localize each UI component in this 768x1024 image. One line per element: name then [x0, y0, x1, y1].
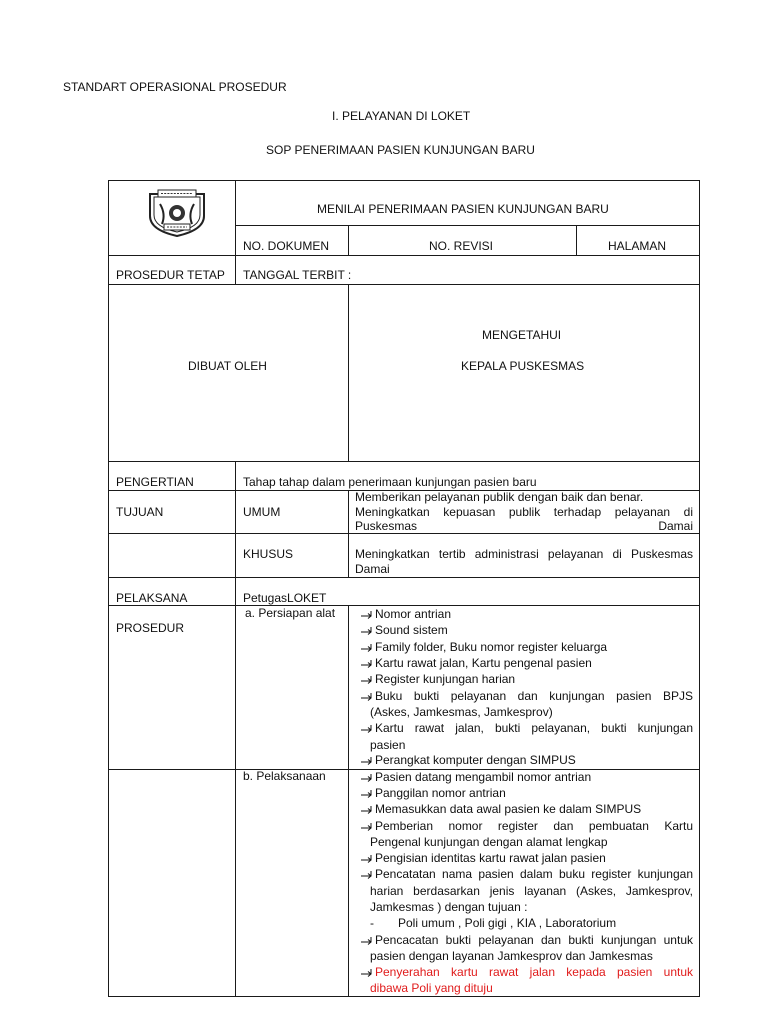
halaman-label: HALAMAN — [608, 239, 667, 253]
persiapan-alat-label: a. Persiapan alat — [245, 606, 336, 620]
list-item: Panggilan nomor antrian — [360, 785, 693, 801]
tujuan-label: TUJUAN — [116, 505, 164, 519]
arrow-bullet-icon — [360, 606, 376, 620]
arrow-bullet-icon — [360, 801, 376, 815]
list-item: Nomor antrian — [360, 606, 693, 622]
list-item: Buku bukti pelayanan dan kunjungan pasien BPJS — [360, 688, 693, 721]
list-item: Family folder, Buku nomor register keluarga — [360, 639, 693, 655]
umum-label: UMUM — [243, 505, 281, 519]
dash-bullet: - — [370, 916, 374, 930]
list-item: Kartu rawat jalan, bukti pelayanan, bukti kunjungan — [360, 720, 693, 753]
list-item: Pencatatan nama pasien dalam buku register kunjungan — [360, 866, 693, 899]
list-item: Kartu rawat jalan, Kartu pengenal pasien — [360, 655, 693, 671]
arrow-bullet-icon — [360, 671, 376, 685]
no-dokumen-label: NO. DOKUMEN — [243, 239, 330, 253]
document-heading: STANDART OPERASIONAL PROSEDUR — [63, 80, 287, 94]
dibuat-oleh-label: DIBUAT OLEH — [188, 359, 267, 373]
list-item: Pemberian nomor register dan pembuatan Kartu — [360, 818, 693, 851]
list-item: Sound sistem — [360, 622, 693, 638]
arrow-bullet-icon — [360, 688, 376, 702]
arrow-bullet-icon — [360, 720, 376, 734]
sop-title: SOP PENERIMAAN PASIEN KUNJUNGAN BARU — [266, 143, 535, 157]
arrow-bullet-icon — [360, 964, 376, 978]
city-emblem-icon — [146, 186, 208, 238]
mengetahui-label: MENGETAHUI — [482, 328, 562, 342]
list-item: Pasien datang mengambil nomor antrian — [360, 769, 693, 785]
list-item-continuation: Pengenal kunjungan dengan alamat lengkap — [370, 835, 608, 849]
arrow-bullet-icon — [360, 932, 376, 946]
list-item: Register kunjungan harian — [360, 671, 693, 687]
highlighted-list-item-continuation: dibawa Poli yang dituju — [370, 981, 493, 995]
no-revisi-label: NO. REVISI — [429, 239, 494, 253]
list-item: Pengisian identitas kartu rawat jalan pasien — [360, 850, 693, 866]
list-item-continuation: (Askes, Jamkesmas, Jamkesprov) — [370, 705, 553, 719]
city-logo — [146, 186, 208, 238]
arrow-bullet-icon — [360, 655, 376, 669]
arrow-bullet-icon — [360, 866, 376, 880]
pengertian-label: PENGERTIAN — [116, 475, 194, 489]
pelaksanaan-label: b. Pelaksanaan — [243, 769, 326, 783]
highlighted-list-item: Penyerahan kartu rawat jalan kepada pasien untuk — [360, 964, 693, 997]
khusus-label: KHUSUS — [243, 547, 294, 561]
prosedur-label: PROSEDUR — [116, 621, 185, 635]
kepala-puskesmas-label: KEPALA PUSKESMAS — [461, 359, 585, 373]
pelaksana-label: PELAKSANA — [116, 591, 188, 605]
arrow-bullet-icon — [360, 622, 376, 636]
pelaksana-text: PetugasLOKET — [243, 591, 327, 605]
arrow-bullet-icon — [360, 639, 376, 653]
umum-line-2: Meningkatkan kepuasan publik terhadap pelayanan di Puskesmas Damai — [355, 504, 693, 533]
list-item: Memasukkan data awal pasien ke dalam SIMPUS — [360, 801, 693, 817]
arrow-bullet-icon — [360, 818, 376, 832]
list-item: Perangkat komputer dengan SIMPUS — [360, 752, 693, 768]
khusus-text: Meningkatkan tertib administrasi pelayanan di Puskesmas Damai — [355, 547, 693, 576]
prosedur-tetap-label: PROSEDUR TETAP — [116, 268, 225, 282]
arrow-bullet-icon — [360, 752, 376, 766]
pengertian-text: Tahap tahap dalam penerimaan kunjungan pasien baru — [243, 475, 537, 489]
procedure-title: MENILAI PENERIMAAN PASIEN KUNJUNGAN BARU — [317, 202, 609, 216]
arrow-bullet-icon — [360, 850, 376, 864]
arrow-bullet-icon — [360, 769, 376, 783]
arrow-bullet-icon — [360, 785, 376, 799]
umum-text — [355, 490, 693, 548]
list-item-continuation: pasien dengan layanan Jamkesprov dan Jamkesmas — [370, 949, 653, 963]
umum-line-1: Memberikan pelayanan publik dengan baik dan benar. — [355, 490, 644, 504]
section-title: I. PELAYANAN DI LOKET — [332, 109, 471, 123]
tanggal-terbit-label: TANGGAL TERBIT : — [243, 268, 352, 282]
list-item-continuation: harian berdasarkan jenis layanan (Askes, Jamkesprov, — [370, 884, 693, 898]
list-item-continuation: pasien — [370, 738, 406, 752]
list-item: Pencacatan bukti pelayanan dan bukti kunjungan untuk — [360, 932, 693, 965]
list-item-continuation: Jamkesmas ) dengan tujuan : — [370, 900, 528, 914]
